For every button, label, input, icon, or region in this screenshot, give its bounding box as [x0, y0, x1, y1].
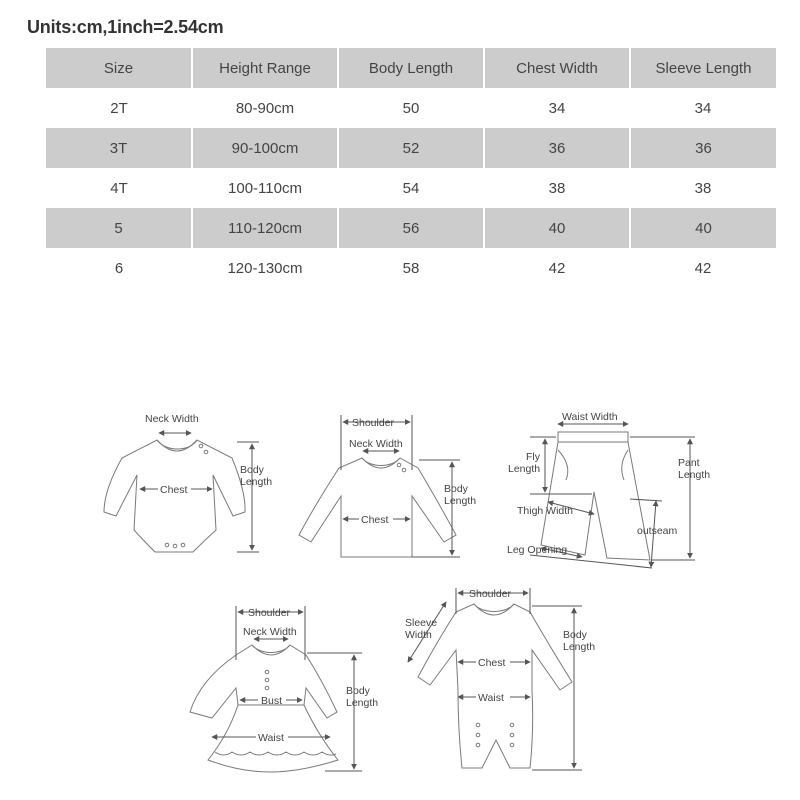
units-note: Units:cm,1inch=2.54cm [27, 17, 224, 37]
table-row [46, 88, 776, 128]
cell-size: 5 [46, 208, 192, 248]
pants-waistband [558, 432, 628, 442]
cell-body-length: 50 [402, 99, 420, 117]
cell-size: 4T [110, 179, 128, 197]
shirt-neck-width-label: Neck Width [349, 438, 403, 450]
cell-chest-width: 38 [548, 179, 566, 197]
romper-outline [418, 604, 572, 768]
romper-body-label: Body [563, 629, 587, 641]
romper-diagram [405, 588, 595, 770]
cell-size: 2T [110, 99, 128, 117]
cell-sleeve-length: 34 [694, 99, 712, 117]
pants-length-label: Length [678, 469, 711, 481]
cell-sleeve-length: 42 [694, 259, 712, 277]
header-height-range: Height Range [192, 48, 338, 88]
measurement-diagrams [0, 380, 800, 800]
cell-body-length: 54 [402, 179, 420, 197]
pants-waist-width-label: Waist Width [562, 411, 618, 423]
cell-height-range: 80-90cm [235, 99, 295, 117]
romper-waist-label: Waist [478, 692, 504, 704]
header-size: Size [46, 48, 192, 88]
bodysuit-outline [104, 440, 245, 552]
dress-bust-label: Bust [261, 695, 283, 707]
header-chest-width: Chest Width [484, 48, 630, 88]
shirt-diagram [299, 415, 476, 557]
romper-collar [474, 604, 514, 615]
romper-length-label: Length [563, 641, 596, 653]
cell-height-range: 110-120cm [192, 208, 338, 248]
cell-chest-width: 34 [548, 99, 566, 117]
dress-body-label: Body [346, 685, 370, 697]
dress-shoulder-label: Shoulder [248, 607, 291, 619]
header-sleeve-length: Sleeve Length [630, 48, 776, 88]
table-row [46, 248, 776, 288]
shirt-shoulder-label: Shoulder [352, 417, 395, 429]
romper-shoulder-label: Shoulder [469, 588, 512, 600]
pants-diagram [507, 411, 710, 568]
dress-waist-label: Waist [258, 732, 284, 744]
pants-thigh-width-label: Thigh Width [517, 505, 574, 517]
dress-collar [252, 645, 290, 655]
romper-chest-label: Chest [478, 657, 506, 669]
romper-sleeve-label: Sleeve [405, 617, 438, 629]
shirt-chest-label: Chest [361, 514, 389, 526]
bodysuit-chest-label: Chest [160, 484, 188, 496]
shirt-length-label: Length [444, 495, 477, 507]
cell-sleeve-length: 38 [694, 179, 712, 197]
cell-chest-width: 42 [548, 259, 566, 277]
cell-body-length: 52 [338, 128, 484, 168]
dress-neck-width-label: Neck Width [243, 626, 297, 638]
shirt-outline [299, 458, 456, 557]
cell-size: 3T [46, 128, 192, 168]
table-row [46, 128, 776, 168]
cell-height-range: 100-110cm [228, 179, 302, 197]
romper-width-label: Width [405, 629, 432, 641]
header-body-length: Body Length [338, 48, 484, 88]
pants-outline [541, 442, 650, 560]
cell-chest-width: 40 [484, 208, 630, 248]
cell-height-range: 120-130cm [227, 259, 303, 277]
shirt-body-label: Body [444, 483, 468, 495]
dress-outline [190, 645, 338, 772]
shirt-collar [362, 458, 400, 468]
pants-pant-label: Pant [678, 457, 700, 469]
bodysuit-neck-width-label: Neck Width [145, 413, 199, 425]
cell-body-length: 56 [338, 208, 484, 248]
pants-fly-length-label: Length [508, 463, 541, 475]
cell-size: 6 [114, 259, 124, 277]
bodysuit-length-label: Length [240, 476, 273, 488]
pants-outseam-label: outseam [637, 525, 678, 537]
bodysuit-body-label: Body [240, 464, 264, 476]
bodysuit-diagram [104, 413, 272, 552]
cell-sleeve-length: 36 [630, 128, 776, 168]
table-header-row [46, 48, 776, 88]
cell-body-length: 58 [402, 259, 420, 277]
dress-length-label: Length [346, 697, 379, 709]
cell-height-range: 90-100cm [192, 128, 338, 168]
table-row [46, 208, 776, 248]
size-chart-table [46, 48, 776, 288]
pants-fly-label: Fly [526, 451, 540, 463]
dress-diagram [190, 606, 378, 772]
table-row [46, 168, 776, 208]
pants-leg-opening-label: Leg Opening [507, 544, 568, 556]
cell-chest-width: 36 [484, 128, 630, 168]
cell-sleeve-length: 40 [630, 208, 776, 248]
